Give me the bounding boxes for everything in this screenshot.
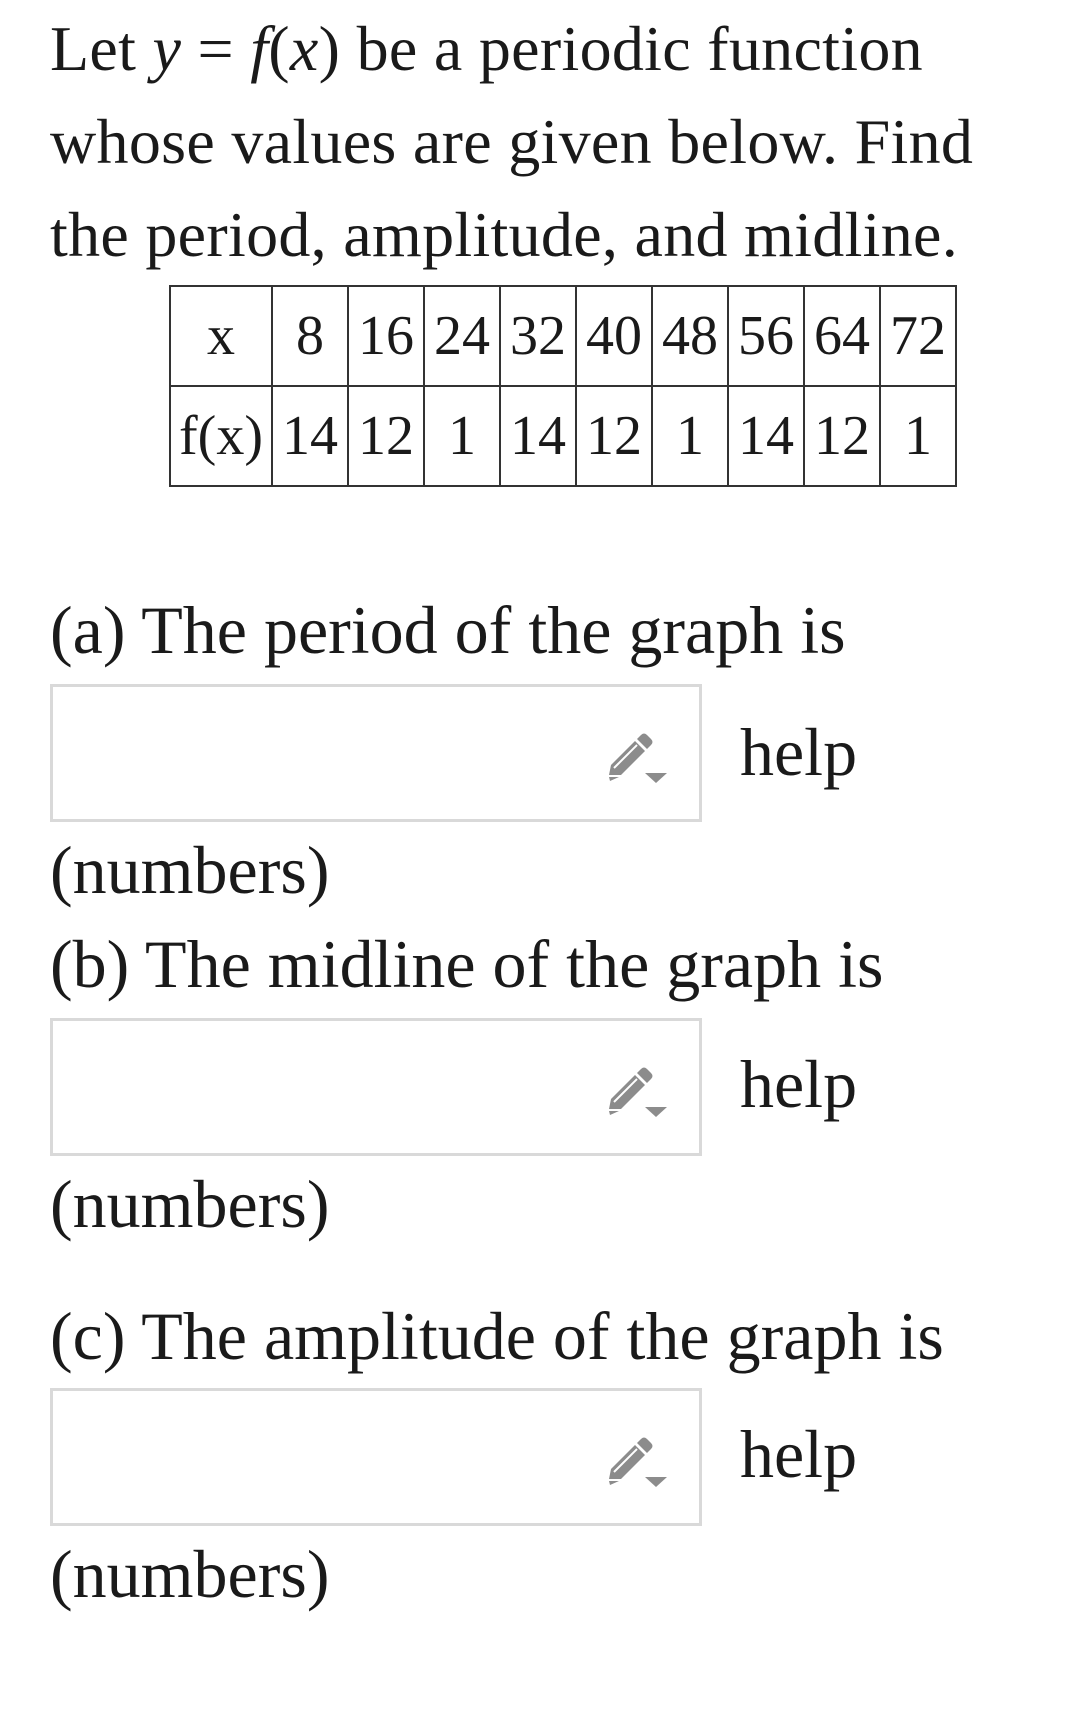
table-cell: 40 (576, 286, 652, 386)
math-variable-x: x (289, 13, 319, 84)
part-b-type-note: (numbers) (50, 1166, 330, 1242)
problem-statement (50, 2, 1070, 281)
values-table (169, 285, 957, 487)
part-b-answer-box[interactable] (50, 1018, 702, 1156)
table-cell: 8 (272, 286, 348, 386)
problem-line-2: whose values are given below. Find (50, 106, 974, 177)
table-cell: 1 (652, 386, 728, 486)
table-cell: 12 (804, 386, 880, 486)
problem-text: be a periodic function (340, 13, 923, 84)
part-a-answer-box[interactable] (50, 684, 702, 822)
part-a-prompt: (a) The period of the graph is (50, 592, 846, 668)
table-cell: 12 (576, 386, 652, 486)
table-cell: 72 (880, 286, 956, 386)
table-cell: 32 (500, 286, 576, 386)
part-c-help-link[interactable]: help (740, 1416, 858, 1492)
part-b-help-link[interactable]: help (740, 1046, 858, 1122)
table-cell: 14 (500, 386, 576, 486)
part-c-type-note: (numbers) (50, 1536, 330, 1612)
pencil-dropdown-icon[interactable] (601, 1435, 673, 1491)
part-b-answer-input[interactable] (59, 1027, 623, 1149)
part-a-help-link[interactable]: help (740, 714, 858, 790)
table-row-x (170, 286, 956, 386)
math-paren-close: ) (318, 13, 341, 84)
problem-line-3: the period, amplitude, and midline. (50, 199, 959, 270)
problem-text: Let (50, 13, 153, 84)
table-cell: 1 (424, 386, 500, 486)
problem-line-1 (50, 2, 1070, 95)
math-function-f: f (250, 13, 269, 84)
pencil-dropdown-icon[interactable] (601, 1065, 673, 1121)
table-cell: 12 (348, 386, 424, 486)
pencil-dropdown-icon[interactable] (601, 731, 673, 787)
part-a-answer-input[interactable] (59, 693, 623, 815)
math-paren-open: ( (268, 13, 290, 84)
part-c-answer-box[interactable] (50, 1388, 702, 1526)
part-c-answer-input[interactable] (59, 1397, 623, 1519)
table-cell: 14 (272, 386, 348, 486)
table-row-fx (170, 386, 956, 486)
table-header-x: x (170, 286, 272, 386)
table-cell: 24 (424, 286, 500, 386)
table-cell: 1 (880, 386, 956, 486)
part-c-prompt: (c) The amplitude of the graph is (50, 1298, 944, 1374)
table-cell: 14 (728, 386, 804, 486)
math-variable-y: y (152, 13, 182, 84)
math-equals: = (181, 13, 251, 84)
table-cell: 16 (348, 286, 424, 386)
table-header-fx: f(x) (170, 386, 272, 486)
table-cell: 48 (652, 286, 728, 386)
table-cell: 56 (728, 286, 804, 386)
part-b-prompt: (b) The midline of the graph is (50, 926, 884, 1002)
part-a-type-note: (numbers) (50, 832, 330, 908)
table-cell: 64 (804, 286, 880, 386)
